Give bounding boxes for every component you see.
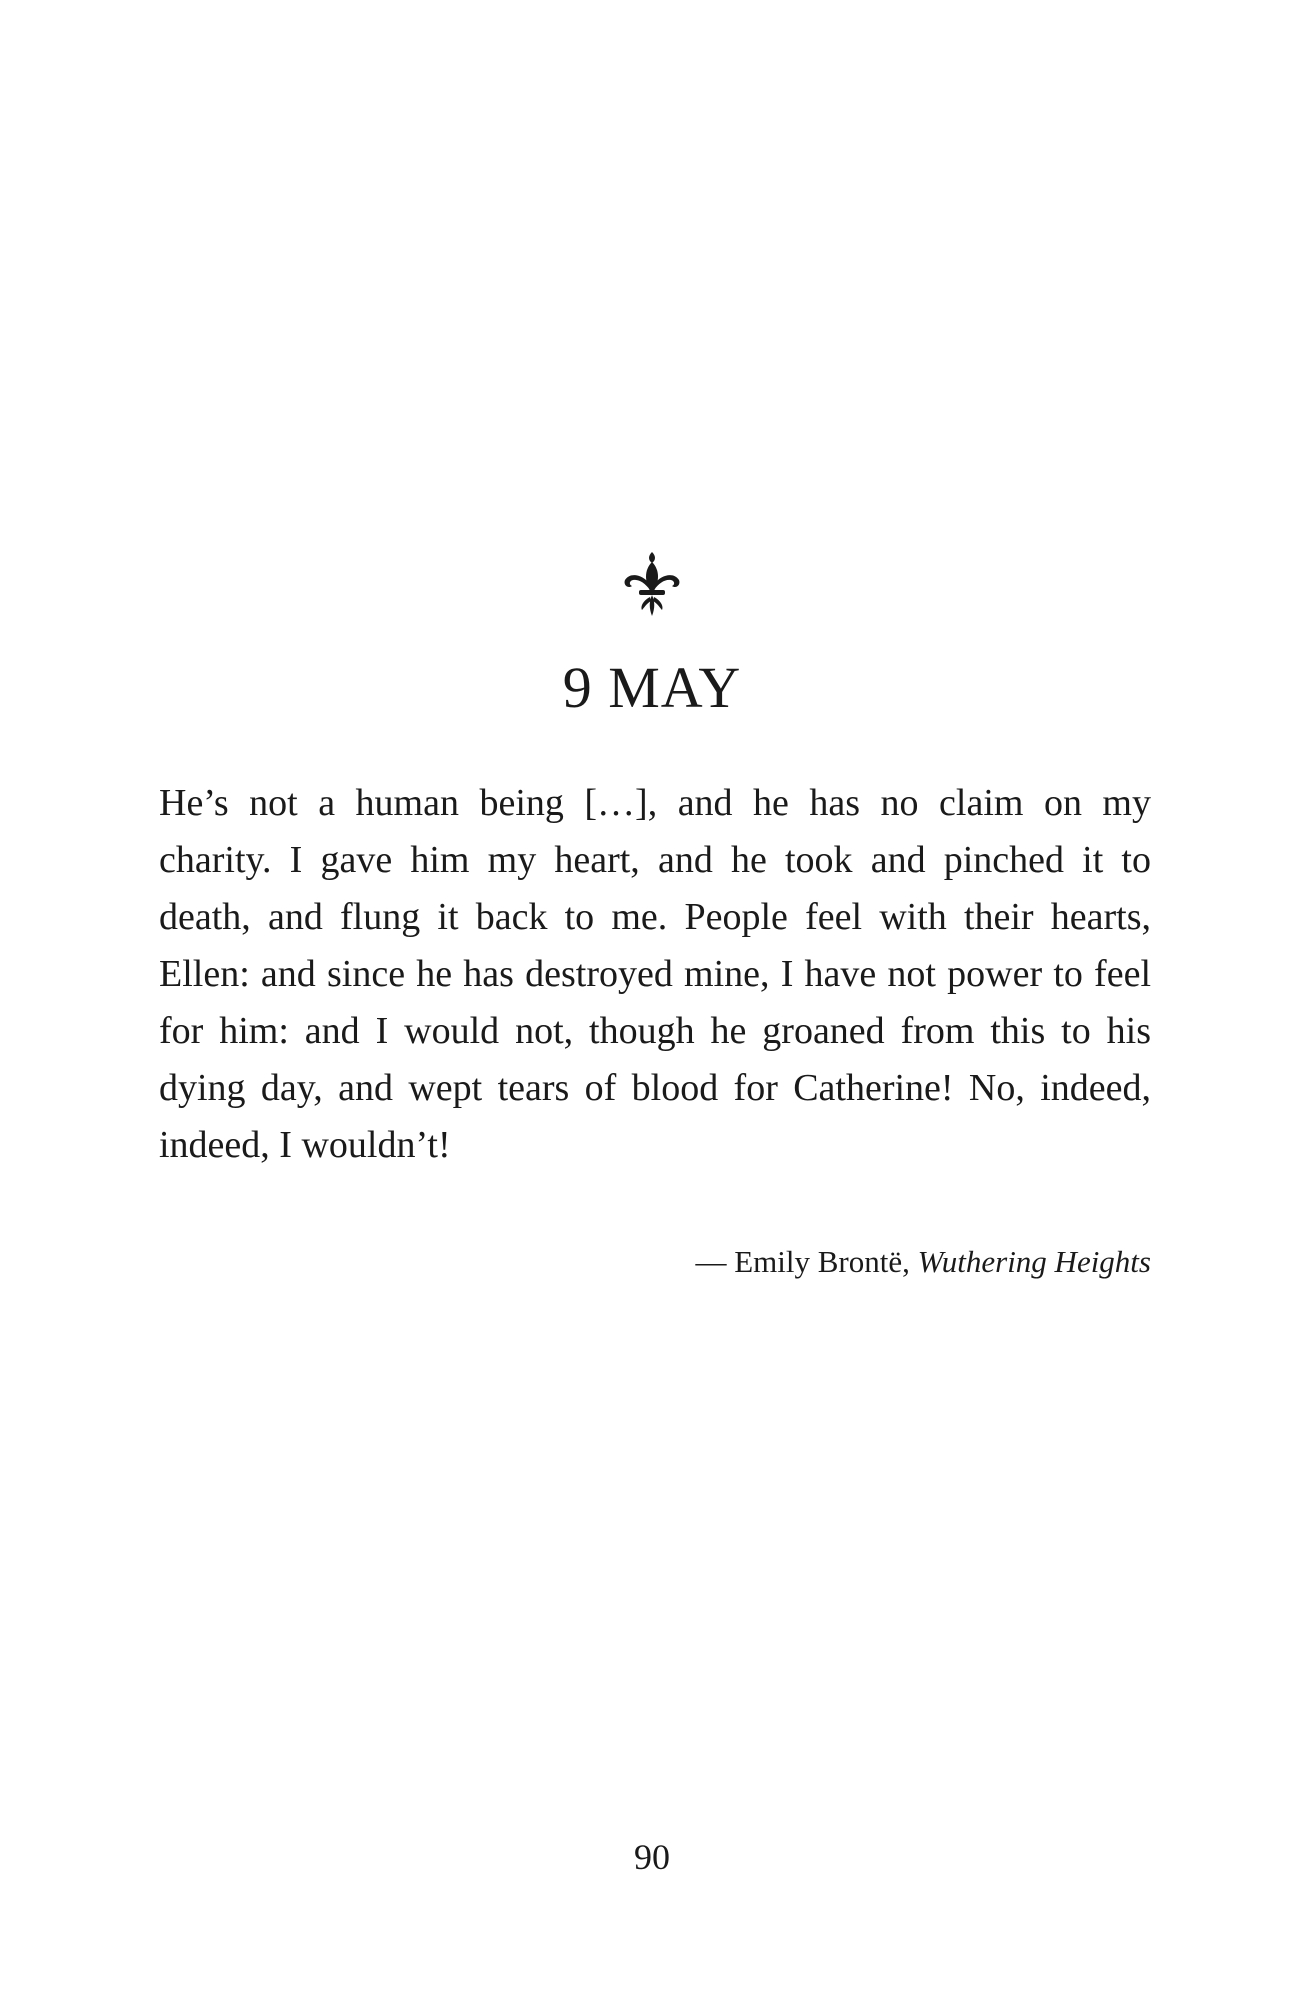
quote-line: dying day, and wept tears of blood for Catherine! No, indeed, [159,1067,1151,1109]
quote-text [159,775,1151,1174]
attribution-author: — Emily Brontë, [695,1244,918,1279]
page-number: 90 [634,1837,670,1877]
page-title: 9 MAY [562,655,742,720]
quote-line: death, and flung it back to me. People feel with their hearts, [159,896,1151,938]
quote-line: indeed, I wouldn’t! [159,1124,451,1166]
fleur-de-lis-icon [622,550,682,620]
attribution-work-title: Wuthering Heights [917,1244,1151,1279]
quote-line: for him: and I would not, though he groaned from this to his [159,1010,1151,1052]
quote-line: Ellen: and since he has destroyed mine, I have not power to feel [159,953,1151,995]
quote-line: charity. I gave him my heart, and he took and pinched it to [159,839,1151,881]
quote-line: He’s not a human being […], and he has no claim on my [159,782,1151,824]
quote-attribution [695,1240,1151,1284]
